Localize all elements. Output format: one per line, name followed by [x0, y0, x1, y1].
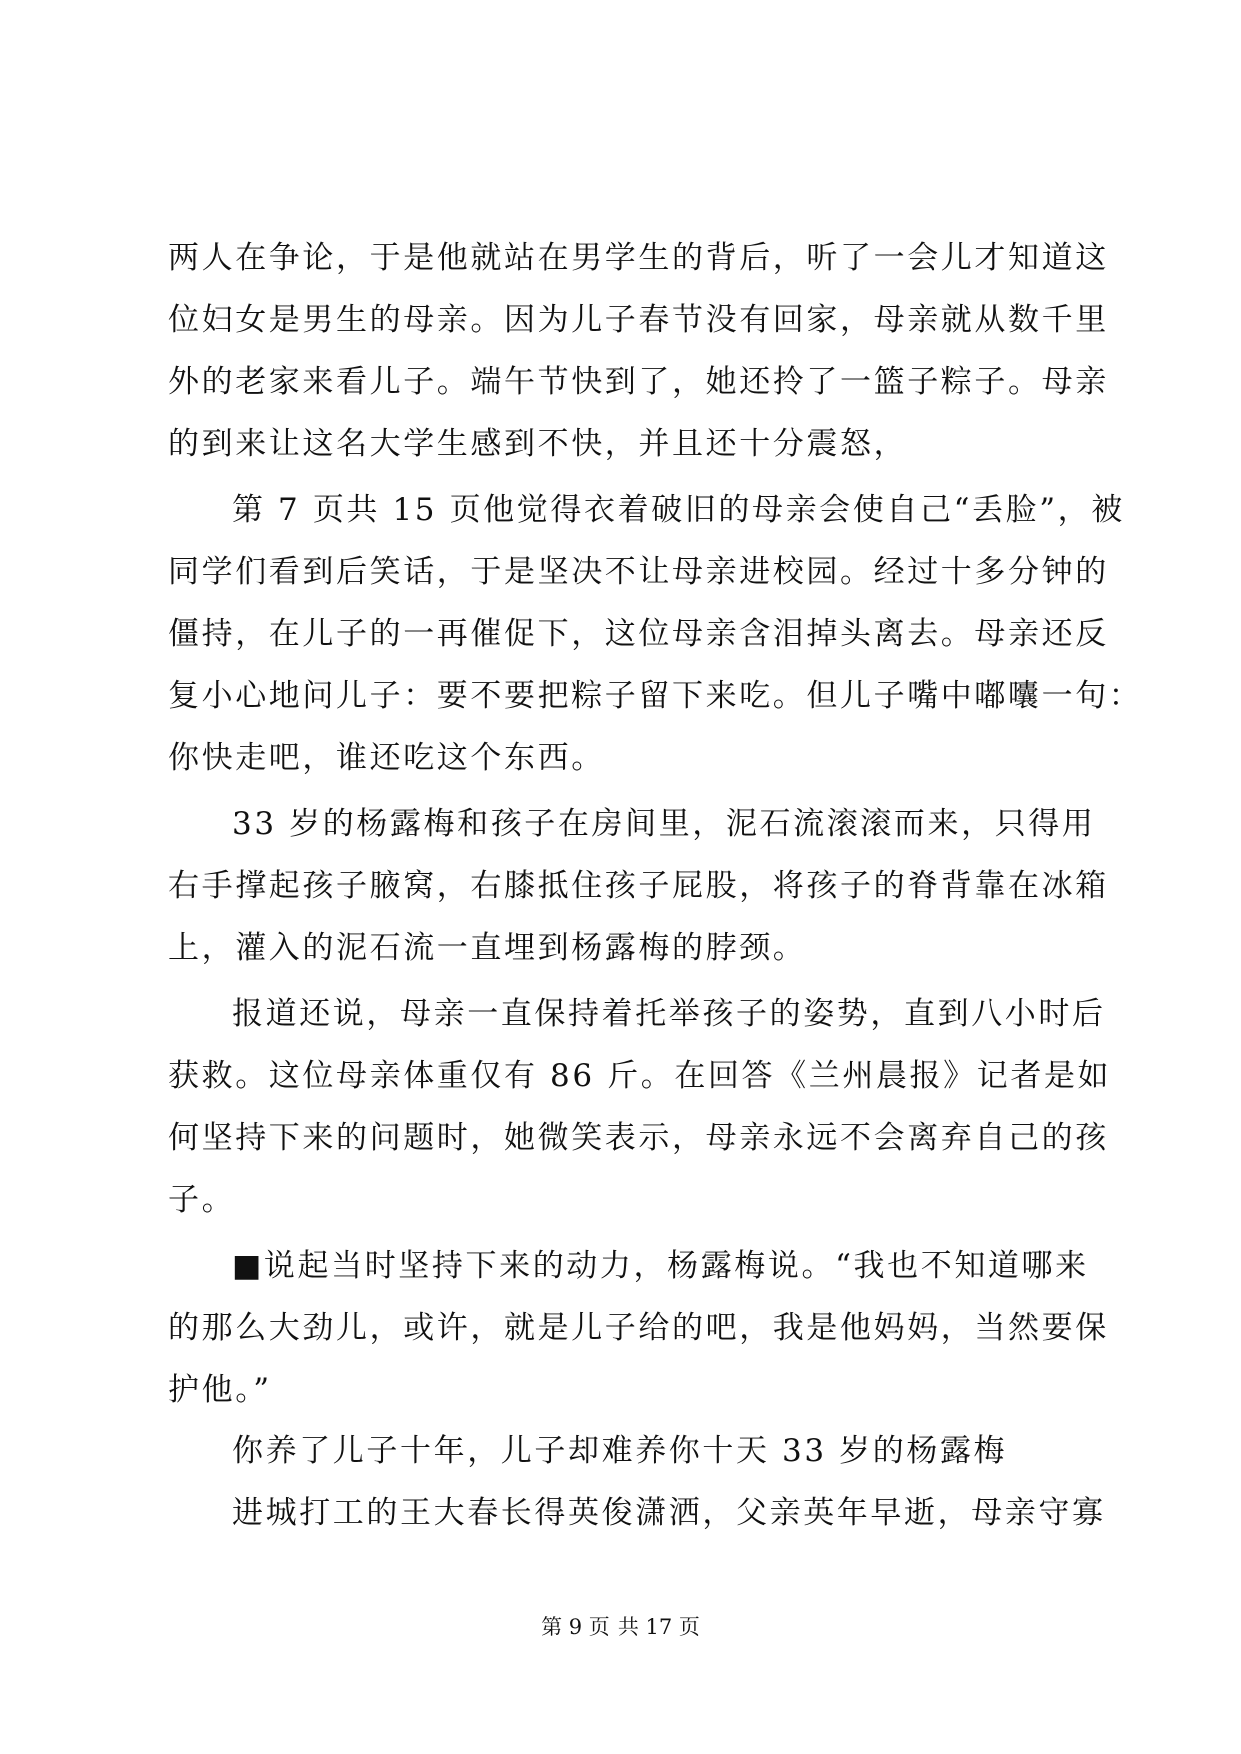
body-line: 你快走吧，谁还吃这个东西。	[168, 740, 605, 776]
page-number-total: 共 17 页	[617, 1615, 700, 1639]
body-line: 复小心地问儿子：要不要把粽子留下来吃。但儿子嘴中嘟囔一句：	[168, 678, 1143, 714]
body-line: 同学们看到后笑话，于是坚决不让母亲进校园。经过十多分钟的	[168, 554, 1109, 590]
body-line: 护他。”	[168, 1372, 272, 1408]
body-line: 的到来让这名大学生感到不快，并且还十分震怒，	[168, 426, 908, 462]
body-line: 上，灌入的泥石流一直埋到杨露梅的脖颈。	[168, 930, 807, 966]
body-line: ■说起当时坚持下来的动力，杨露梅说。“我也不知道哪来	[232, 1248, 1089, 1284]
body-line: 外的老家来看儿子。端午节快到了，她还拎了一篮子粽子。母亲	[168, 364, 1109, 400]
body-line: 右手撑起孩子腋窝，右膝抵住孩子屁股，将孩子的脊背靠在冰箱	[168, 868, 1109, 904]
page-number-current: 第 9 页	[541, 1615, 610, 1639]
body-line: 报道还说，母亲一直保持着托举孩子的姿势，直到八小时后	[232, 996, 1106, 1032]
body-line: 位妇女是男生的母亲。因为儿子春节没有回家，母亲就从数千里	[168, 302, 1109, 338]
body-line: 进城打工的王大春长得英俊潇洒，父亲英年早逝，母亲守寡	[232, 1495, 1106, 1531]
body-line: 第 7 页共 15 页他觉得衣着破旧的母亲会使自己“丢脸”，被	[232, 492, 1125, 528]
body-line: 的那么大劲儿，或许，就是儿子给的吧，我是他妈妈，当然要保	[168, 1310, 1109, 1346]
body-line: 两人在争论，于是他就站在男学生的背后，听了一会儿才知道这	[168, 240, 1109, 276]
body-line: 僵持，在儿子的一再催促下，这位母亲含泪掉头离去。母亲还反	[168, 616, 1109, 652]
body-line: 何坚持下来的问题时，她微笑表示，母亲永远不会离弃自己的孩	[168, 1120, 1109, 1156]
body-line: 子。	[168, 1182, 236, 1218]
page-footer	[0, 1613, 1241, 1641]
body-line: 33 岁的杨露梅和孩子在房间里，泥石流滚滚而来，只得用	[232, 806, 1096, 842]
body-line: 你养了儿子十年，儿子却难养你十天 33 岁的杨露梅	[232, 1433, 1008, 1469]
body-line: 获救。这位母亲体重仅有 86 斤。在回答《兰州晨报》记者是如	[168, 1058, 1112, 1094]
